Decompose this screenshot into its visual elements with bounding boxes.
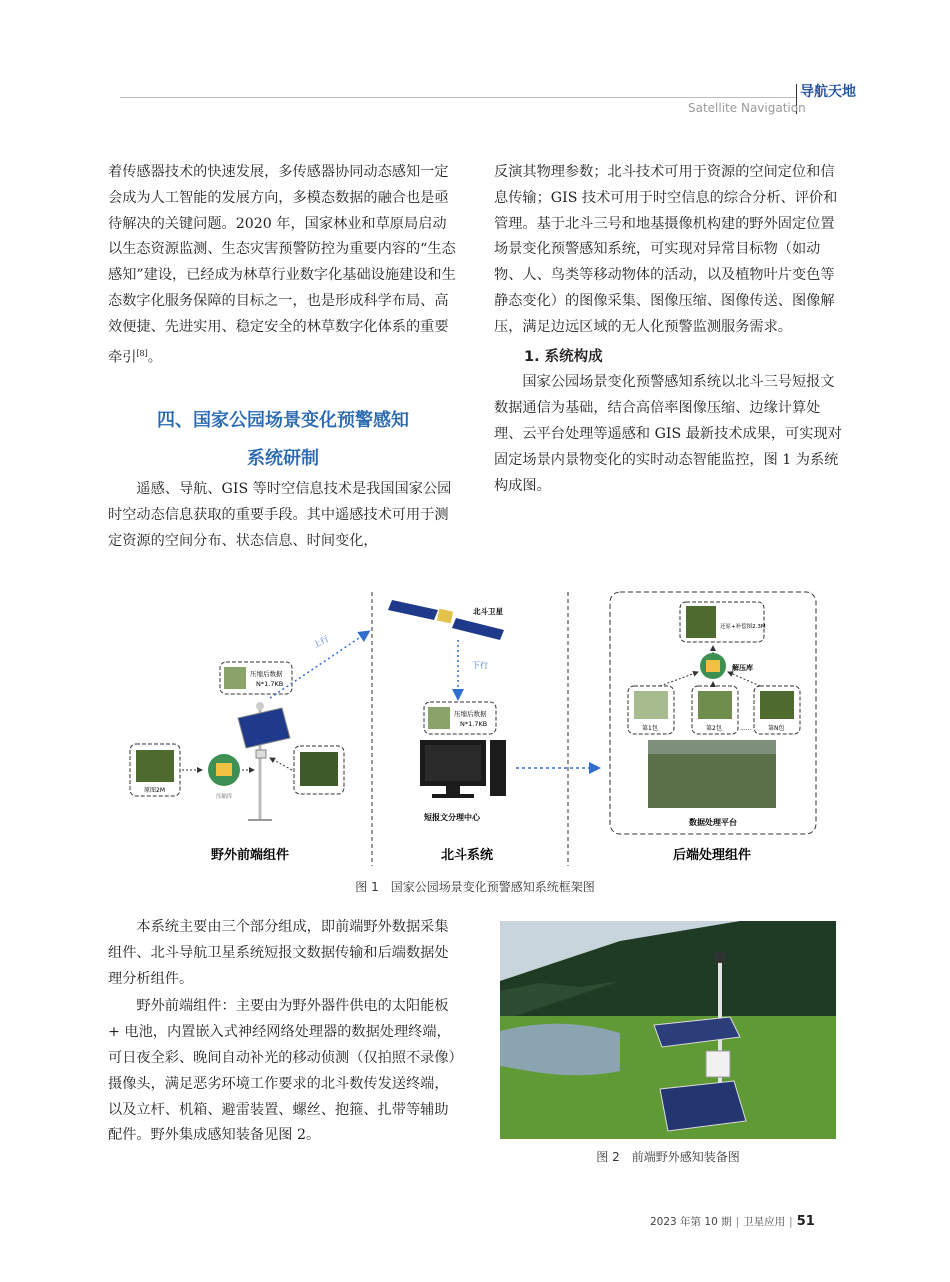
group-label-back: 后端处理组件 xyxy=(672,848,752,863)
downlink-label: 下行 xyxy=(472,661,488,670)
compress-lib-label: 压缩库 xyxy=(216,794,233,800)
original-image-label: 原图2M xyxy=(144,787,165,794)
paragraph: 本系统主要由三个部分组成，即前端野外数据采集组件、北斗导航卫星系统短报文数据传输和后端数据处理分析组件。 xyxy=(108,919,449,987)
paragraph-text: 着传感器技术的快速发展，多传感器协同动态感知一定会成为人工智能的发展方向，多模态数据的融合也是亟待解决的关键问题。2020 年，国家林业和草原局启动以生态资源监测、生态灾害预警防控为重要内容的“生态感知”建设，已经成为林草行业数字化基础设施建设和生态数字化服务保障的目标之一，也是形成科学布局、高效便捷、先进实用、稳定安全的林草数字化体系的重要牵引 xyxy=(108,164,456,366)
beidou-group xyxy=(388,600,598,863)
scene-image xyxy=(300,752,338,786)
compressed-data-label: 压缩后数据 xyxy=(250,670,283,678)
center-label: 短报文分理中心 xyxy=(424,813,480,822)
package-label: 第1包 xyxy=(642,725,658,732)
paragraph xyxy=(108,160,458,371)
section-heading xyxy=(108,402,458,478)
section-subtitle: Satellite Navigation xyxy=(688,101,806,115)
group-label-front: 野外前端组件 xyxy=(210,848,290,863)
paragraph-end: 。 xyxy=(147,349,162,366)
compressed-data-size: N*1.7KB xyxy=(460,720,488,728)
thumbnail-image xyxy=(224,667,246,689)
page-footer: 2023 年第 10 期 | 卫星应用 | 51 xyxy=(650,1214,815,1229)
original-image xyxy=(136,750,174,782)
package-label: 第2包 xyxy=(706,725,722,732)
restored-label: 还原+补偿图2.3M xyxy=(720,624,766,630)
decompress-lib-label: 解压库 xyxy=(732,664,753,672)
subsection-heading: 1. 系统构成 xyxy=(524,348,603,365)
section-name: 导航天地 xyxy=(800,84,856,100)
group-label-beidou: 北斗系统 xyxy=(440,848,494,863)
figure2-caption: 图 2 前端野外感知装备图 xyxy=(596,1150,740,1164)
restored-image xyxy=(686,606,716,638)
package-ellipsis: ...... xyxy=(740,725,752,732)
package-label: 第N包 xyxy=(768,725,785,732)
header-rule xyxy=(120,97,796,98)
system-framework-figure xyxy=(120,588,830,870)
citation[interactable]: [8] xyxy=(136,348,148,358)
page-number: 51 xyxy=(796,1214,815,1229)
back-end-group xyxy=(610,592,816,863)
left-column-lower xyxy=(108,915,458,1149)
section-heading-line2: 系统研制 xyxy=(247,448,319,469)
field-equipment-photo xyxy=(500,921,836,1139)
computer-tower-icon xyxy=(490,740,506,796)
solar-panel-icon xyxy=(238,708,290,748)
compressed-data-label: 压缩后数据 xyxy=(454,710,487,718)
section-heading-line1: 四、国家公园场景变化预警感知 xyxy=(157,410,409,431)
left-column-top xyxy=(108,160,458,371)
uplink-label: 上行 xyxy=(311,634,331,650)
right-column xyxy=(494,160,844,499)
paragraph: 野外前端组件：主要由为野外器件供电的太阳能板 + 电池，内置嵌入式神经网络处理器的数据处理终端，可日夜全彩、晚间自动补光的移动侦测（仅拍照不录像）摄像头，满足恶劣环境工作要求的北斗数传发送终端，以及立杆、机箱、避雷装置、螺丝、抱箍、扎带等辅助配件。野外集成感知装备见图 2。 xyxy=(108,998,456,1144)
figure1-caption: 图 1 国家公园场景变化预警感知系统框架图 xyxy=(355,880,595,894)
paragraph: 遥感、导航、GIS 等时空信息技术是我国国家公园时空动态信息获取的重要手段。其中遥感技术可用于测定资源的空间分布、状态信息、时间变化， xyxy=(108,481,452,549)
compressed-data-size: N*1.7KB xyxy=(256,680,284,688)
satellite-label: 北斗卫星 xyxy=(473,607,503,616)
front-end-group xyxy=(130,632,368,863)
paragraph: 国家公园场景变化预警感知系统以北斗三号短报文数据通信为基础，结合高倍率图像压缩、边缘计算处理、云平台处理等遥感和 GIS 最新技术成果，可实现对固定场景内景物变化的实时动态智能监控，图 1 为系统构成图。 xyxy=(494,374,842,494)
satellite-icon xyxy=(388,600,438,620)
left-column-bottom xyxy=(108,477,458,554)
paragraph: 反演其物理参数；北斗技术可用于资源的空间定位和信息传输；GIS 技术可用于时空信息的综合分析、评价和管理。基于北斗三号和地基摄像机构建的野外固定位置场景变化预警感知系统，可实现对异常目标物（如动物、人、鸟类等移动物体的活动，以及植物叶片变色等静态变化）的图像采集、图像压缩、图像传送、图像解压，满足边远区域的无人化预警监测服务需求。 xyxy=(494,164,838,335)
footer-issue: 2023 年第 10 期 xyxy=(650,1216,732,1228)
platform-label: 数据处理平台 xyxy=(689,818,737,827)
footer-journal: 卫星应用 xyxy=(743,1216,786,1228)
